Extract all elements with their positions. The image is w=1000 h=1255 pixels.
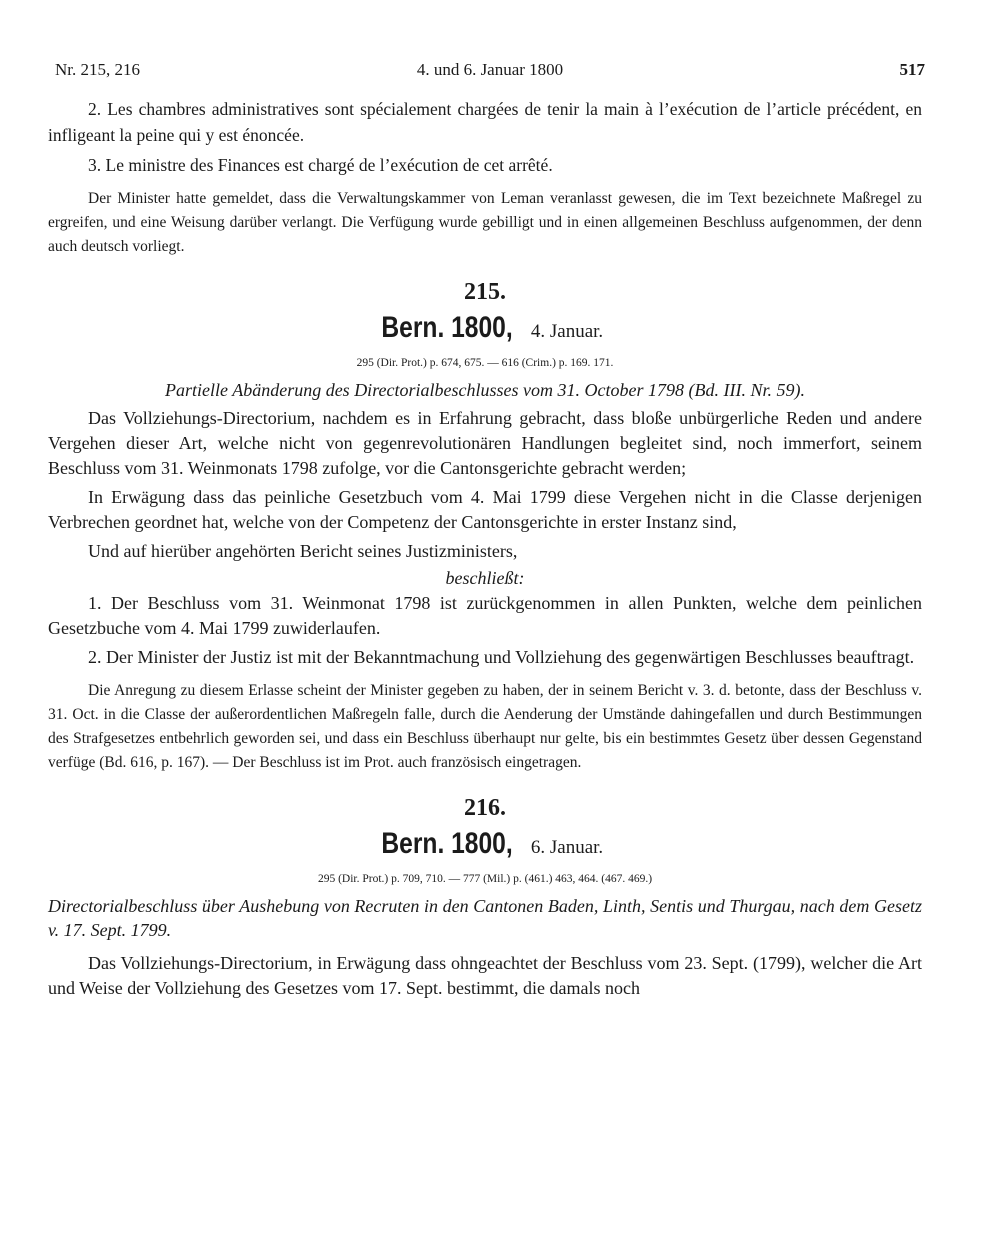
document-subject: Directorialbeschluss über Aushebung von Recruten in den Cantonen Baden, Linth, Sentis und Thurgau, nach dem Gesetz v. 17. Sept. 1799. <box>48 896 922 940</box>
archive-references: 295 (Dir. Prot.) p. 709, 710. — 777 (Mil.) p. (461.) 463, 464. (467. 469.) <box>317 873 653 885</box>
document-216 <box>48 793 922 1001</box>
archive-references: 295 (Dir. Prot.) p. 674, 675. — 616 (Crim.) p. 169. 171. <box>356 357 614 369</box>
document-paragraph: Und auf hierüber angehörten Bericht seines Justizministers, <box>88 541 518 561</box>
document-place-date <box>48 825 922 868</box>
intro-editorial-note: Der Minister hatte gemeldet, dass die Verwaltungskammer von Leman veranlasst gewesen, die im Text bezeichnete Maßregel zu ergreifen, und eine Weisung darüber verlangt. Die Verfügung wurde gebilligt und in einen allgemeinen Beschluss aufgenommen, der denn auch deutsch vorliegt. <box>48 190 922 255</box>
document-number: 216. <box>464 795 506 821</box>
document-date: 6. Januar. <box>530 837 604 858</box>
document-city-year: Bern. 1800, <box>381 827 513 860</box>
document-city-year: Bern. 1800, <box>381 311 513 344</box>
header-date: 4. und 6. Januar 1800 <box>416 60 564 79</box>
running-header <box>55 60 925 86</box>
resolution-heading: beschließt: <box>445 568 525 588</box>
document-place-date <box>48 309 922 352</box>
intro-paragraph-3: 3. Le ministre des Finances est chargé de l’exécution de cet arrêté. <box>88 155 553 175</box>
document-paragraph: Das Vollziehungs-Directorium, in Erwägung dass ohngeachtet der Beschluss vom 23. Sept. (1799), welcher die Art und Weise der Vollziehung des Gesetzes vom 17. Sept. bestimmt, die damals noch <box>48 953 922 998</box>
document-215 <box>48 277 922 775</box>
document-date: 4. Januar. <box>530 321 604 342</box>
page-number: 517 <box>899 60 925 79</box>
article-2: 2. Der Minister der Justiz ist mit der Bekanntmachung und Vollziehung des gegenwärtigen Beschlusses beauftragt. <box>88 647 915 667</box>
document-paragraph: In Erwägung dass das peinliche Gesetzbuch vom 4. Mai 1799 diese Vergehen nicht in die Classe derjenigen Verbrechen geordnet hat, welche von der Competenz der Cantonsgerichte in erster Instanz sind, <box>48 487 922 532</box>
document-paragraph: Das Vollziehungs-Directorium, nachdem es in Erfahrung gebracht, dass bloße unbürgerliche Reden und andere Vergehen dieser Art, welche nicht von gegenrevolutionären Handlungen begleitet sind, noch immerfort, seinem Beschluss vom 31. Weinmonats 1798 zufolge, vor die Cantonsgerichte gebracht werden; <box>48 408 922 478</box>
editorial-note: Die Anregung zu diesem Erlasse scheint der Minister gegeben zu haben, der in seinem Bericht v. 3. d. betonte, dass der Beschluss v. 31. Oct. in die Classe der außerordentlichen Maßregeln falle, durch die Aenderung der Umstände dahingefallen und durch Bestimmungen des Strafgesetzes entbehrlich geworden sei, und dass ein Beschluss überhaupt nur gelte, bis ein bestimmtes Gesetz über dessen Gegenstand verfüge (Bd. 616, p. 167). — Der Beschluss ist im Prot. auch französisch eingetragen. <box>48 682 922 771</box>
page-body <box>48 96 922 1001</box>
intro-paragraph-2: 2. Les chambres administratives sont spécialement chargées de tenir la main à l’exécution de l’article précédent, en infligeant la peine qui y est énoncée. <box>48 99 922 145</box>
document-subject: Partielle Abänderung des Directorialbeschlusses vom 31. October 1798 (Bd. III. Nr. 59). <box>165 380 805 400</box>
article-1: 1. Der Beschluss vom 31. Weinmonat 1798 ist zurückgenommen in allen Punkten, welche dem peinlichen Gesetzbuche vom 4. Mai 1799 zuwiderlaufen. <box>48 593 922 638</box>
document-number: 215. <box>464 279 506 305</box>
header-numbers: Nr. 215, 216 <box>55 60 140 79</box>
